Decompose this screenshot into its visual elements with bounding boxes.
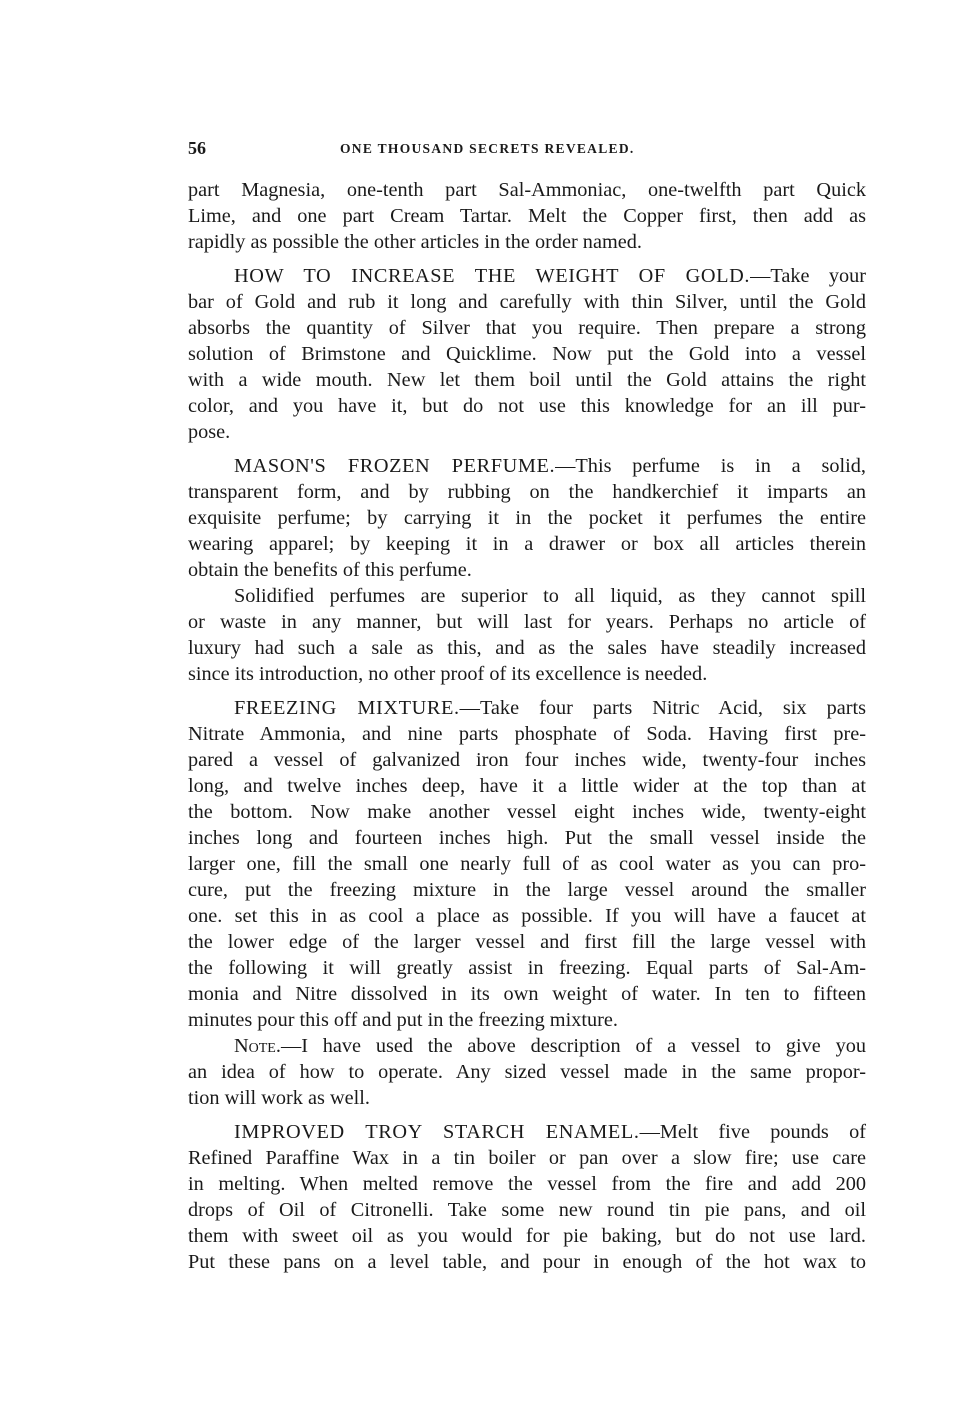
text-line <box>188 419 866 445</box>
text-line <box>188 531 866 557</box>
paragraph <box>188 177 866 255</box>
line-text: drops of Oil of Citronelli. Take some new round tin pie pans, and oil <box>188 1199 866 1221</box>
paragraph <box>188 453 866 583</box>
line-text: or waste in any manner, but will last for years. Perhaps no article of <box>188 611 866 633</box>
text-line <box>188 1223 866 1249</box>
line-text: the following it will greatly assist in freezing. Equal parts of Sal-Am- <box>188 957 866 979</box>
text-line <box>188 341 866 367</box>
text-line <box>188 609 866 635</box>
text-line <box>188 505 866 531</box>
text-line <box>188 825 866 851</box>
line-text: cure, put the freezing mixture in the large vessel around the smaller <box>188 879 866 901</box>
line-text: Put these pans on a level table, and pour in enough of the hot wax to <box>188 1251 866 1273</box>
text-line <box>188 981 866 1007</box>
text-line <box>188 877 866 903</box>
line-text: tion will work as well. <box>188 1087 370 1109</box>
line-text: long, and twelve inches deep, have it a little wider at the top than at <box>188 775 866 797</box>
line-text: rapidly as possible the other articles in the order named. <box>188 231 642 253</box>
line-text: bar of Gold and rub it long and carefully with thin Silver, until the Gold <box>188 291 866 313</box>
text-line <box>188 289 866 315</box>
text-line <box>188 393 866 419</box>
text-line <box>188 955 866 981</box>
text-line <box>188 1171 866 1197</box>
text-line <box>188 1059 866 1085</box>
line-text: Nitrate Ammonia, and nine parts phosphate of Soda. Having first pre- <box>188 723 866 745</box>
section-heading: FREEZING MIXTURE. <box>234 697 460 719</box>
text-line <box>188 1007 866 1033</box>
text-line <box>188 1145 866 1171</box>
text-line <box>188 203 866 229</box>
line-text: —This perfume is in a solid, <box>555 455 866 477</box>
text-line <box>188 583 866 609</box>
line-text: minutes pour this off and put in the freezing mixture. <box>188 1009 618 1031</box>
line-text: transparent form, and by rubbing on the handkerchief it imparts an <box>188 481 866 503</box>
line-text: color, and you have it, but do not use this knowledge for an ill pur- <box>188 395 866 417</box>
text-line <box>188 635 866 661</box>
text-line <box>188 367 866 393</box>
line-text: an idea of how to operate. Any sized vessel made in the same propor- <box>188 1061 866 1083</box>
text-line <box>188 557 866 583</box>
line-text: —Take your <box>750 265 866 287</box>
text-line <box>188 929 866 955</box>
text-line <box>188 1197 866 1223</box>
text-line <box>188 773 866 799</box>
running-title: ONE THOUSAND SECRETS REVEALED. <box>340 141 635 156</box>
paragraph <box>188 695 866 1033</box>
paragraph <box>188 263 866 445</box>
line-text: obtain the benefits of this perfume. <box>188 559 472 581</box>
text-line <box>188 453 866 479</box>
text-line <box>188 315 866 341</box>
text-line <box>188 1119 866 1145</box>
line-text: —I have used the above description of a vessel to give you <box>280 1035 866 1057</box>
paragraph <box>188 583 866 687</box>
text-line <box>188 747 866 773</box>
text-line <box>188 1249 866 1275</box>
line-text: Refined Paraffine Wax in a tin boiler or pan over a slow fire; use care <box>188 1147 866 1169</box>
line-text: absorbs the quantity of Silver that you require. Then prepare a strong <box>188 317 866 339</box>
text-line <box>188 799 866 825</box>
text-line <box>188 695 866 721</box>
text-line <box>188 661 866 687</box>
section-heading: MASON'S FROZEN PERFUME. <box>234 455 556 477</box>
section-heading: Note. <box>234 1035 281 1057</box>
line-text: them with sweet oil as you would for pie baking, but do not use lard. <box>188 1225 866 1247</box>
text-line <box>188 903 866 929</box>
line-text: the lower edge of the larger vessel and first fill the large vessel with <box>188 931 866 953</box>
paragraph <box>188 1119 866 1275</box>
line-text: luxury had such a sale as this, and as the sales have steadily increased <box>188 637 866 659</box>
line-text: wearing apparel; by keeping it in a drawer or box all articles therein <box>188 533 866 555</box>
page-number: 56 <box>188 138 206 158</box>
line-text: the bottom. Now make another vessel eight inches wide, twenty-eight <box>188 801 866 823</box>
line-text: solution of Brimstone and Quicklime. Now put the Gold into a vessel <box>188 343 866 365</box>
line-text: part Magnesia, one-tenth part Sal-Ammoniac, one-twelfth part Quick <box>188 179 866 201</box>
line-text: Lime, and one part Cream Tartar. Melt the Copper first, then add as <box>188 205 866 227</box>
line-text: in melting. When melted remove the vessel from the fire and add 200 <box>188 1173 866 1195</box>
text-line <box>188 851 866 877</box>
text-line <box>188 479 866 505</box>
text-line <box>188 1033 866 1059</box>
line-text: —Melt five pounds of <box>639 1121 866 1143</box>
line-text: —Take four parts Nitric Acid, six parts <box>459 697 866 719</box>
text-line <box>188 1085 866 1111</box>
line-text: pose. <box>188 421 231 443</box>
text-line <box>188 229 866 255</box>
line-text: pared a vessel of galvanized iron four inches wide, twenty-four inches <box>188 749 866 771</box>
line-text: with a wide mouth. New let them boil until the Gold attains the right <box>188 369 866 391</box>
line-text: exquisite perfume; by carrying it in the pocket it perfumes the entire <box>188 507 866 529</box>
line-text: monia and Nitre dissolved in its own weight of water. In ten to fifteen <box>188 983 866 1005</box>
line-text: larger one, fill the small one nearly full of as cool water as you can pro- <box>188 853 866 875</box>
line-text: Solidified perfumes are superior to all liquid, as they cannot spill <box>234 585 866 607</box>
line-text: one. set this in as cool a place as possible. If you will have a faucet at <box>188 905 866 927</box>
text-line <box>188 721 866 747</box>
section-heading: HOW TO INCREASE THE WEIGHT OF GOLD. <box>234 265 751 287</box>
section-heading: IMPROVED TROY STARCH ENAMEL. <box>234 1121 640 1143</box>
text-line <box>188 177 866 203</box>
body-text <box>188 177 866 1275</box>
line-text: since its introduction, no other proof of its excellence is needed. <box>188 663 708 685</box>
paragraph <box>188 1033 866 1111</box>
line-text: inches long and fourteen inches high. Put the small vessel inside the <box>188 827 866 849</box>
text-line <box>188 263 866 289</box>
